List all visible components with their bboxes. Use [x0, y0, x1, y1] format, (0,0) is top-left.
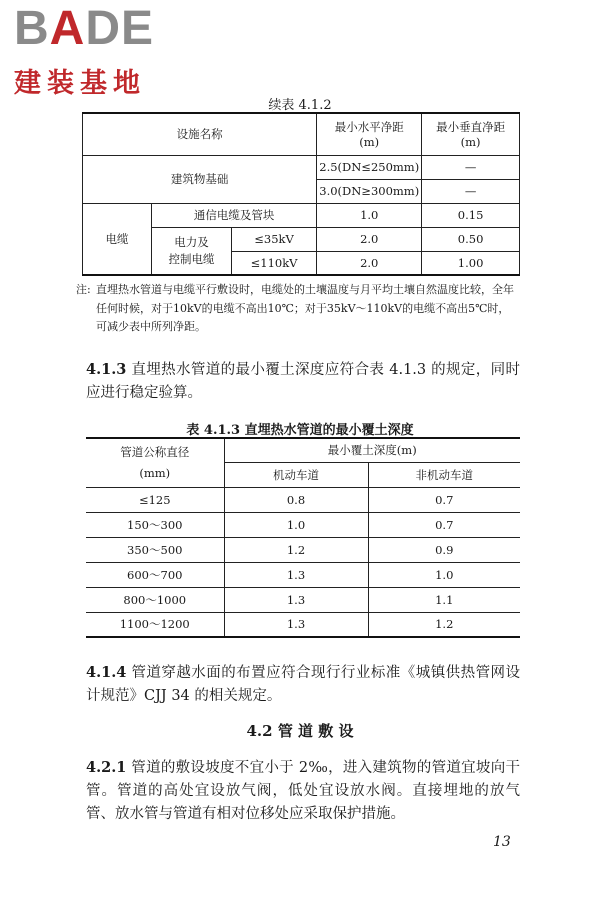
header-motor-lane: 机动车道: [224, 462, 368, 487]
cell-motor: 0.8: [224, 487, 368, 512]
cell-nonmotor: 1.2: [368, 612, 520, 637]
cell-power-v-2: 1.00: [422, 251, 520, 275]
note-text: 直埋热水管道与电缆平行敷设时，电缆处的土壤温度与月平均土壤自然温度比较，全年任何时候，对于10kV的电缆不高出10℃；对于35kV～110kV的电缆不高出5℃时，可减少表中所列净距。: [96, 283, 514, 333]
logo-subtitle: 建装基地: [14, 68, 146, 99]
table-4-1-2: [82, 112, 520, 276]
header-nominal-diameter: 管道公称直径 (mm): [86, 438, 224, 487]
cell-voltage-35kv: ≤35kV: [231, 227, 316, 251]
cell-nonmotor: 0.9: [368, 537, 520, 562]
cell-voltage-110kv: ≤110kV: [231, 251, 316, 275]
cell-dn: 800～1000: [86, 587, 224, 612]
cell-power-v-1: 0.50: [422, 227, 520, 251]
clause-text: 管道穿越水面的布置应符合现行行业标准《城镇供热管网设计规范》CJJ 34 的相关规定。: [86, 665, 521, 704]
header-min-cover-depth: 最小覆土深度(m): [224, 438, 520, 462]
clause-4-1-4: [86, 661, 520, 708]
cell-dn: 150～300: [86, 512, 224, 537]
cell-nonmotor: 1.1: [368, 587, 520, 612]
clause-text: 管道的敷设坡度不宜小于 2‰，进入建筑物的管道宜坡向干管。管道的高处宜设放气阀，低处宜设放水阀。直接埋地的放气管、放水管与管道有相对位移处应采取保护措施。: [86, 760, 521, 822]
cell-comm-v: 0.15: [422, 203, 520, 227]
logo: [14, 2, 184, 99]
table-4-1-2-caption: 续表 4.1.2: [268, 98, 332, 113]
cell-motor: 1.3: [224, 587, 368, 612]
row-label-power-cable: 电力及 控制电缆: [152, 227, 232, 275]
cell-power-h-2: 2.0: [317, 251, 422, 275]
cell-nonmotor: 0.7: [368, 512, 520, 537]
row-label-comm-cable: 通信电缆及管块: [152, 203, 317, 227]
clause-number: 4.2.1: [86, 759, 127, 776]
cell-dn: 1100～1200: [86, 612, 224, 637]
clause-4-1-3: [86, 358, 520, 405]
cell-motor: 1.3: [224, 612, 368, 637]
table-4-1-3: [86, 437, 520, 638]
cell-comm-h: 1.0: [317, 203, 422, 227]
cell-foundation-h-2: 3.0(DN≥300mm): [317, 179, 422, 203]
clause-number: 4.1.4: [86, 664, 127, 681]
cell-power-h-1: 2.0: [317, 227, 422, 251]
header-nonmotor-lane: 非机动车道: [368, 462, 520, 487]
cell-motor: 1.0: [224, 512, 368, 537]
page-number: 13: [493, 834, 511, 850]
table-note: [76, 281, 520, 337]
cell-dn: 350～500: [86, 537, 224, 562]
logo-wordmark: B A DE: [14, 2, 155, 55]
cell-dn: ≤125: [86, 487, 224, 512]
table-4-1-3-caption: 表 4.1.3 直埋热水管道的最小覆土深度: [186, 423, 414, 438]
header-vertical-distance: 最小垂直净距 (m): [422, 113, 520, 155]
cell-dn: 600～700: [86, 562, 224, 587]
cell-foundation-v-2: —: [422, 179, 520, 203]
cell-nonmotor: 1.0: [368, 562, 520, 587]
row-label-foundation: 建筑物基础: [83, 155, 317, 203]
cell-motor: 1.3: [224, 562, 368, 587]
clause-text: 直埋热水管道的最小覆土深度应符合表 4.1.3 的规定，同时应进行稳定验算。: [86, 362, 521, 401]
note-label: 注:: [76, 283, 91, 296]
header-horizontal-distance: 最小水平净距 (m): [317, 113, 422, 155]
cell-nonmotor: 0.7: [368, 487, 520, 512]
cell-motor: 1.2: [224, 537, 368, 562]
cell-foundation-v-1: —: [422, 155, 520, 179]
clause-4-2-1: [86, 756, 520, 826]
row-label-cable: 电缆: [83, 203, 152, 275]
clause-number: 4.1.3: [86, 361, 127, 378]
cell-foundation-h-1: 2.5(DN≤250mm): [317, 155, 422, 179]
header-facility-name: 设施名称: [83, 113, 317, 155]
section-heading-4-2: 4.2 管 道 敷 设: [246, 722, 354, 740]
